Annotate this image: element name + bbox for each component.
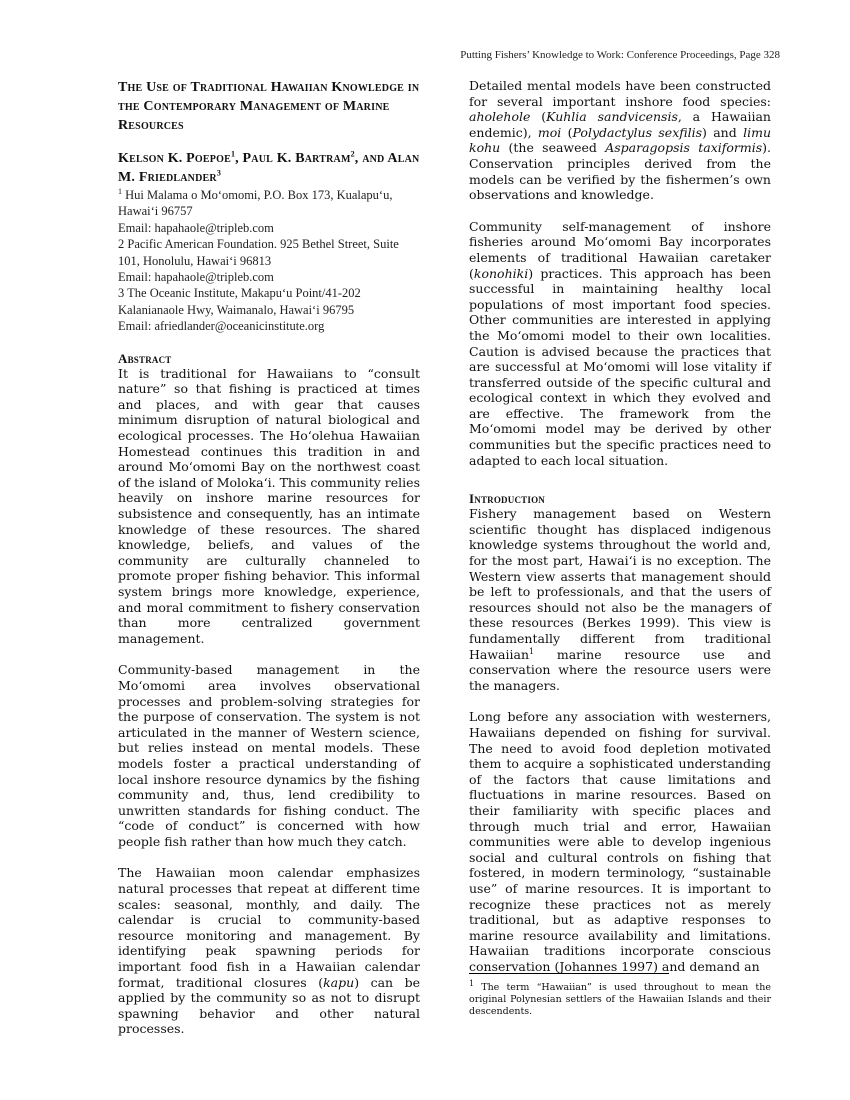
right-column [469,78,771,974]
affiliation-1-email: Email: hapahaole@tripleb.com [118,220,274,235]
affiliation-1: $^1$ Hui Malama o Moʻomomi, P.O. Box 173, Kualapuʻu, Hawaiʻi 96757 [118,186,393,219]
abstract-paragraph-1: It is traditional for Hawaiians to “consult nature” so that fishing is practiced at times and places, and with gear that causes minimum disruption of natural biological and ecological processes. The Hoʻolehua Hawaiian Homestead continues this tradition in and around Moʻomomi Bay on the northwest coast of the island of Molokaʻi. This community relies heavily on inshore marine resources for subsistence and consequently, has an intimate knowledge of these resources. The shared knowledge, beliefs, and values of the community are culturally channeled to promote proper fishing behavior. This informal system brings more knowledge, experience, and moral commitment to fishery conservation than more centralized government management. [118,365,420,646]
author-2: Paul K. Bartram$^2$, and [242,149,388,166]
introduction-paragraph-2: Long before any association with westerners, Hawaiians depended on fishing for survival. The need to avoid food depletion motivated them to acquire a sophisticated understanding of the factors that cause limitations and fluctuations in marine resources. Based on their familiarity with specific places and through much trial and error, Hawaiian communities were able to develop ingenious social and cultural controls on fishing that fostered, in modern terminology, “sustainable use” of marine resources. It is important to recognize these practices not as merely traditional, but as adaptive responses to marine resource availability and limitations. Hawaiian traditions incorporate conscious conservation (Johannes 1997) and demand an [469,709,771,974]
affiliation-2-email: Email: hapahaole@tripleb.com [118,270,274,285]
abstract-heading: Abstract [118,350,172,366]
author-1: Kelson K. Poepoe$^1$, [118,149,243,166]
introduction-paragraph-1: Fishery management based on Western scientific thought has displaced indigenous knowledge systems throughout the world and, for the most part, Hawaiʻi is no exception. The Western view asserts that management should be left to professionals, and that the users of resources should not also be the managers of these resources (Berkes 1999). This view is fundamentally different from traditional Hawaiian$^1$ marine resource use and conservation where the resource users were the managers. [469,506,771,693]
footnote-divider [469,973,669,974]
affiliation-3: 3 The Oceanic Institute, Makapuʻu Point/41-202 Kalanianaole Hwy, Waimanalo, Hawaiʻi 96795 [118,286,361,317]
self-management-paragraph: Community self-management of inshore fisheries around Moʻomomi Bay incorporates elements of traditional Hawaiian caretaker (konohiki) practices. This approach has been successful in maintaining healthy local populations of most important food species. Other communities are interested in applying the Moʻomomi model to their own localities. Caution is advised because the practices that are successful at Moʻomomi will lose vitality if transferred outside of the specific cultural and ecological context in which they evolved and are effective. The framework from the Moʻomomi model may be derived by other communities but the specific practices need to adapted to each local situation. [469,218,771,468]
abstract-paragraph-2: Community-based management in the Moʻomomi area involves observational processes and problem-solving strategies for the purpose of conservation. The system is not articulated in the manner of Western science, but relies instead on mental models. These models foster a practical understanding of local inshore resource dynamics by the fishing community and, thus, lend credibility to unwritten standards for fishing conduct. The “code of conduct” is concerned with how people fish rather than how much they catch. [118,662,420,849]
affiliations [118,187,420,335]
introduction-heading: Introduction [469,491,545,507]
affiliation-2: 2 Pacific American Foundation. 925 Bethel Street, Suite 101, Honolulu, Hawaiʻi 96813 [118,237,399,268]
left-column [118,78,420,1037]
footnote: $^1$ The term “Hawaiian” is used throughout to mean the original Polynesian settlers of the Hawaiian Islands and their descendents. [469,978,771,1017]
author-list [118,149,420,187]
abstract-paragraph-3: The Hawaiian moon calendar emphasizes natural processes that repeat at different time scales: seasonal, monthly, and daily. The calendar is crucial to community-based resource monitoring and management. By identifying peak spawning periods for important food fish in a Hawaiian calendar format, traditional closures (kapu) can be applied by the community so as not to disrupt spawning behavior and other natural processes. [118,865,420,1037]
running-header: Putting Fishers’ Knowledge to Work: Conference Proceedings, Page 328 [460,49,780,61]
author-3: Alan M. Friedlander$^3$ [118,151,420,185]
affiliation-3-email: Email: afriedlander@oceanicinstitute.org [118,319,325,334]
mental-models-paragraph: Detailed mental models have been constructed for several important inshore food species: aholehole (Kuhlia sandvicensis, a Hawaiian endemic), moi (Polydactylus sexfilis) and limu kohu (the seaweed Asparagopsis taxiformis). Conservation principles derived from the models can be verified by the fishermen’s own observations and knowledge. [469,78,771,203]
paper-title: The Use of Traditional Hawaiian Knowledge in the Contemporary Management of Marine Resources [118,80,420,133]
